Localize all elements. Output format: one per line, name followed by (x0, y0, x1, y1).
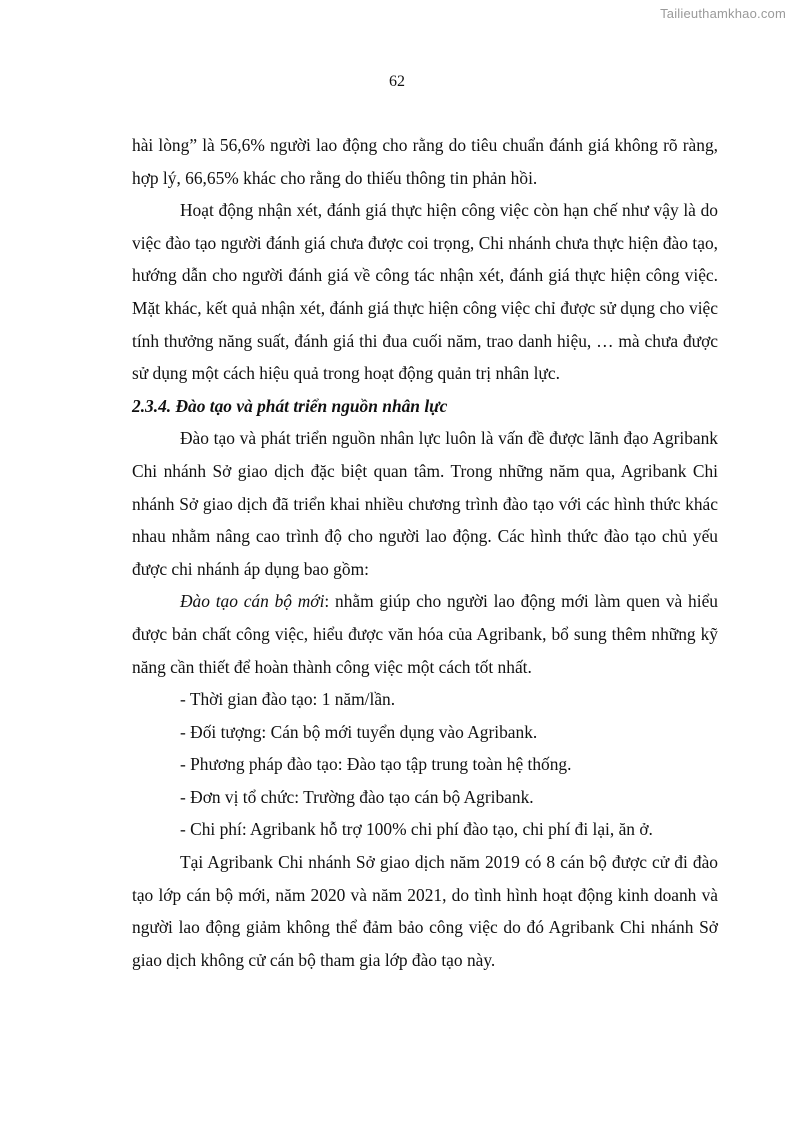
paragraph-training-statistics: Tại Agribank Chi nhánh Sở giao dịch năm 2019 có 8 cán bộ được cử đi đào tạo lớp cán bộ mới, năm 2020 và năm 2021, do tình hình hoạt động kinh doanh và người lao động giảm không thể đảm bảo công việc do đó Agribank Chi nhánh Sở giao dịch không cử cán bộ tham gia lớp đào tạo này. (132, 852, 718, 970)
page-number: 62 (389, 73, 405, 90)
watermark: Tailieuthamkhao.com (660, 6, 786, 21)
bullet-item: - Phương pháp đào tạo: Đào tạo tập trung toàn hệ thống. (180, 754, 572, 775)
paragraph-evaluation-limits: Hoạt động nhận xét, đánh giá thực hiện công việc còn hạn chế như vậy là do việc đào tạo người đánh giá chưa được coi trọng, Chi nhánh chưa thực hiện đào tạo, hướng dẫn cho người đánh giá về công tác nhận xét, đánh giá thực hiện công việc. Mặt khác, kết quả nhận xét, đánh giá thực hiện công việc chỉ được sử dụng cho việc tính thưởng năng suất, đánh giá thi đua cuối năm, trao danh hiệu, … mà chưa được sử dụng một cách hiệu quả trong hoạt động quản trị nhân lực. (132, 200, 718, 384)
bullet-item: - Đơn vị tổ chức: Trường đào tạo cán bộ Agribank. (180, 786, 534, 807)
bullet-item: - Thời gian đào tạo: 1 năm/lần. (180, 689, 396, 710)
paragraph-training-intro: Đào tạo và phát triển nguồn nhân lực luôn là vấn đề được lãnh đạo Agribank Chi nhánh Sở giao dịch đặc biệt quan tâm. Trong những năm qua, Agribank Chi nhánh Sở giao dịch đã triển khai nhiều chương trình đào tạo với các hình thức khác nhau nhằm nâng cao trình độ cho người lao động. Các hình thức đào tạo chủ yếu được chi nhánh áp dụng bao gồm: (132, 428, 718, 579)
new-staff-training-description: : nhằm giúp cho người lao động mới làm quen và hiểu được bản chất công việc, hiểu được văn hóa của Agribank, bổ sung thêm những kỹ năng cần thiết để hoàn thành công việc một cách tốt nhất. (132, 591, 718, 677)
bullet-item: - Đối tượng: Cán bộ mới tuyển dụng vào Agribank. (180, 721, 538, 742)
paragraph-continuation: hài lòng” là 56,6% người lao động cho rằng do tiêu chuẩn đánh giá không rõ ràng, hợp lý, 66,65% khác cho rằng do thiếu thông tin phản hồi. (132, 135, 718, 188)
new-staff-training-term: Đào tạo cán bộ mới (180, 591, 325, 612)
bullet-item: - Chi phí: Agribank hỗ trợ 100% chi phí đào tạo, chi phí đi lại, ăn ở. (180, 819, 653, 840)
paragraph-new-staff-training (132, 585, 718, 683)
document-body (132, 129, 718, 976)
section-heading: 2.3.4. Đào tạo và phát triển nguồn nhân lực (132, 395, 448, 416)
